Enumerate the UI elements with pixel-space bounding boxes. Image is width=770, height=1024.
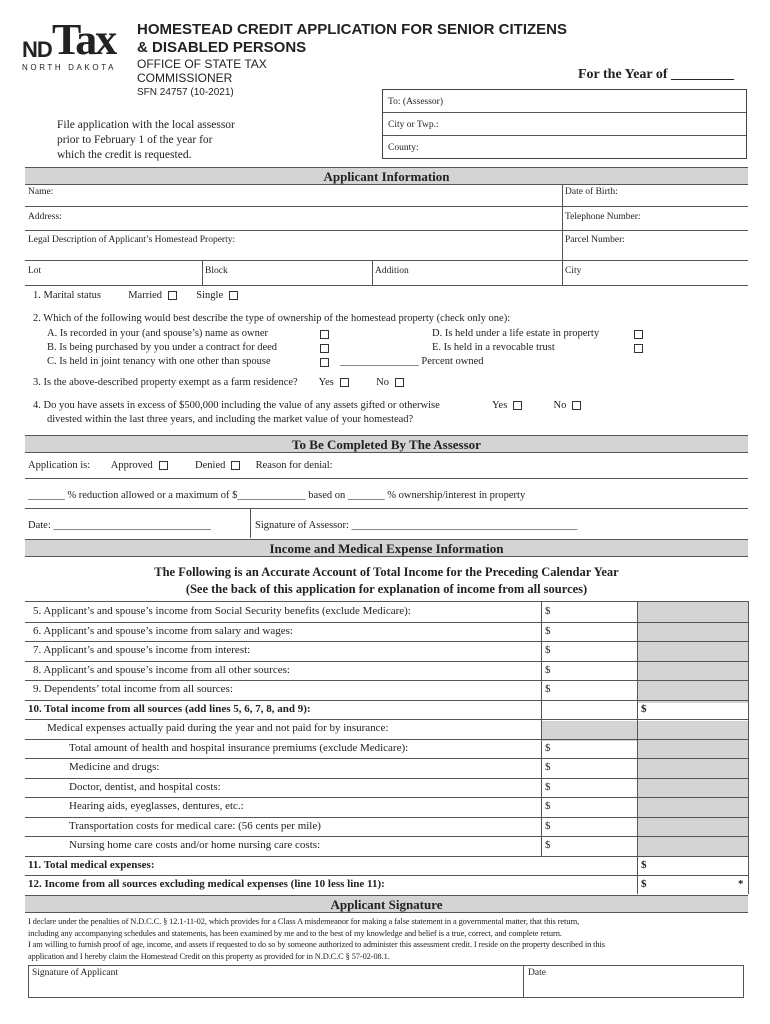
line-12-asterisk: * <box>738 878 744 890</box>
income-line-8-amount[interactable]: $ <box>545 663 551 676</box>
medical-line-2-amount[interactable]: $ <box>545 780 551 793</box>
form-number: SFN 24757 (10-2021) <box>137 87 234 98</box>
q2-e-checkbox[interactable] <box>634 344 643 353</box>
line-10-amount[interactable]: $ <box>641 702 647 715</box>
line-10-label: 10. Total income from all sources (add lines 5, 6, 7, 8, and 9): <box>28 702 311 715</box>
county-field[interactable]: County: <box>388 143 419 153</box>
dob-field[interactable]: Date of Birth: <box>565 187 618 197</box>
income-heading-line2: (See the back of this application for explanation of income from all sources) <box>185 582 588 596</box>
signature-box <box>28 965 744 998</box>
assessor-date-field[interactable]: Date: ______________________________ <box>28 520 211 531</box>
gray-block-1 <box>637 601 748 703</box>
assessor-address-box <box>382 89 747 159</box>
denied-label: Denied <box>195 460 226 471</box>
income-section-header: Income and Medical Expense Information <box>25 539 748 557</box>
q2-option-c: C. Is held in joint tenancy with one other than spouse <box>47 356 271 367</box>
address-field[interactable]: Address: <box>28 212 62 222</box>
file-note: File application with the local assessor prior to February 1 of the year for which the credit is requested. <box>57 119 235 161</box>
q2-option-a: A. Is recorded in your (and spouse’s) name as owner <box>47 328 269 339</box>
year-field[interactable]: For the Year of _________ <box>578 67 735 82</box>
reason-denial-field[interactable]: Reason for denial: <box>255 460 333 471</box>
addition-field[interactable]: Addition <box>375 266 409 276</box>
logo-nd: ND <box>22 37 52 62</box>
reduction-allowed-field[interactable]: _______ % reduction allowed or a maximum of $_____________ based on _______ % ownership/interest in property <box>28 490 526 501</box>
form-title-line1: HOMESTEAD CREDIT APPLICATION FOR SENIOR CITIZENS <box>137 21 568 38</box>
q1-label: 1. Marital status <box>33 290 101 301</box>
medical-line-4-label: Transportation costs for medical care: (56 cents per mile) <box>69 819 321 832</box>
q2-b-checkbox[interactable] <box>320 344 329 353</box>
form-title-line2: & DISABLED PERSONS <box>137 39 307 56</box>
medical-line-1-label: Medicine and drugs: <box>69 761 160 773</box>
applicant-date-field[interactable]: Date <box>528 968 546 978</box>
applicant-info-header: Applicant Information <box>25 167 748 185</box>
q3-yes-checkbox[interactable] <box>340 378 349 387</box>
to-assessor-field[interactable]: To: (Assessor) <box>388 97 444 107</box>
phone-field[interactable]: Telephone Number: <box>565 212 641 222</box>
approved-label: Approved <box>110 460 153 471</box>
signature-section-header: Applicant Signature <box>25 895 748 913</box>
assessor-signature-field[interactable]: Signature of Assessor: ___________________________________________ <box>255 520 578 531</box>
q4-label-line1: 4. Do you have assets in excess of $500,000 including the value of any assets gifted or otherwise <box>33 400 440 411</box>
q2-option-e: E. Is held in a revocable trust <box>432 342 555 353</box>
percent-owned-field[interactable]: _______________ Percent owned <box>340 356 484 367</box>
application-is-label: Application is: <box>28 460 91 471</box>
medical-line-1-amount[interactable]: $ <box>545 761 551 773</box>
logo-state: NORTH DAKOTA <box>22 63 117 72</box>
medical-line-5-amount[interactable]: $ <box>545 839 551 851</box>
office-line2: COMMISSIONER <box>137 71 233 85</box>
q4-yes-label: Yes <box>492 400 508 411</box>
line-12-amount[interactable]: $ <box>641 878 647 890</box>
office-line1: OFFICE OF STATE TAX <box>137 57 267 71</box>
medical-intro-label: Medical expenses actually paid during the year and not paid for by insurance: <box>47 722 389 734</box>
single-label: Single <box>196 290 224 301</box>
income-line-5-amount[interactable]: $ <box>545 605 551 617</box>
name-field[interactable]: Name: <box>28 187 54 197</box>
income-line-9-label: 9. Dependents’ total income from all sources: <box>33 683 233 695</box>
medical-line-5-label: Nursing home care costs and/or home nursing care costs: <box>69 839 321 851</box>
q2-a-checkbox[interactable] <box>320 330 329 339</box>
logo-tax: Tax <box>52 15 116 64</box>
q2-c-checkbox[interactable] <box>320 358 329 367</box>
income-line-8-label: 8. Applicant’s and spouse’s income from all other sources: <box>33 663 290 676</box>
block-field[interactable]: Block <box>205 266 228 276</box>
married-checkbox[interactable] <box>168 291 177 300</box>
line-11-amount[interactable]: $ <box>641 858 647 871</box>
parcel-field[interactable]: Parcel Number: <box>565 235 625 245</box>
income-line-7-amount[interactable]: $ <box>545 644 551 656</box>
income-line-6-label: 6. Applicant’s and spouse’s income from salary and wages: <box>33 624 293 637</box>
medical-line-3-amount[interactable]: $ <box>545 800 551 812</box>
q2-d-checkbox[interactable] <box>634 330 643 339</box>
medical-line-3-label: Hearing aids, eyeglasses, dentures, etc.: <box>69 800 244 812</box>
married-label: Married <box>128 290 163 301</box>
denied-checkbox[interactable] <box>231 461 240 470</box>
q3-no-label: No <box>376 377 389 388</box>
q4-no-label: No <box>553 400 567 411</box>
line-12-label: 12. Income from all sources excluding medical expenses (line 10 less line 11): <box>28 878 385 890</box>
q2-label: 2. Which of the following would best describe the type of ownership of the homestead property (check only one): <box>33 313 511 324</box>
applicant-signature-field[interactable]: Signature of Applicant <box>32 968 119 978</box>
line-11-label: 11. Total medical expenses: <box>28 858 155 871</box>
q2-option-d: D. Is held under a life estate in property <box>432 328 600 339</box>
lot-field[interactable]: Lot <box>28 266 42 276</box>
medical-line-0-amount[interactable]: $ <box>545 741 551 754</box>
city-twp-field[interactable]: City or Twp.: <box>388 120 439 130</box>
single-checkbox[interactable] <box>229 291 238 300</box>
assessor-section-header: To Be Completed By The Assessor <box>25 435 748 453</box>
nd-tax-logo <box>22 15 117 75</box>
income-line-9-amount[interactable]: $ <box>545 683 551 695</box>
declaration-text: I declare under the penalties of N.D.C.C. § 12.1-11-02, which provides for a Class A misdemeanor for making a false statement in a governmental matter, that this return, including any accompanying schedules and statements, has been examined by me and to the best of my knowledge and belief is a true, correct, and complete return. I am willing to furnish proof of age, income, and assets if requested to do so by someone authorized to administer this assessment credit. I reside on the property described in this application and I hereby claim the Homestead Credit on this property as provided for in N.D.C.C § 57-02-08.1. <box>28 917 605 961</box>
q2-option-b: B. Is being purchased by you under a contract for deed <box>47 342 278 353</box>
legal-description-field[interactable]: Legal Description of Applicant’s Homestead Property: <box>28 235 236 245</box>
approved-checkbox[interactable] <box>159 461 168 470</box>
medical-line-2-label: Doctor, dentist, and hospital costs: <box>69 780 221 793</box>
q3-label: 3. Is the above-described property exempt as a farm residence? <box>33 377 298 388</box>
income-line-7-label: 7. Applicant’s and spouse’s income from interest: <box>33 644 251 656</box>
income-heading-line1: The Following is an Accurate Account of Total Income for the Preceding Calendar Year <box>154 565 619 579</box>
q4-yes-checkbox[interactable] <box>513 401 522 410</box>
medical-line-0-label: Total amount of health and hospital insurance premiums (exclude Medicare): <box>69 741 409 754</box>
q4-no-checkbox[interactable] <box>572 401 581 410</box>
q4-label-line2: divested within the last three years, and including the market value of your homestead? <box>47 414 414 425</box>
income-line-5-label: 5. Applicant’s and spouse’s income from Social Security benefits (exclude Medicare): <box>33 605 411 617</box>
income-line-6-amount[interactable]: $ <box>545 624 551 637</box>
q3-yes-label: Yes <box>318 377 334 388</box>
city-field[interactable]: City <box>565 266 582 276</box>
medical-line-4-amount[interactable]: $ <box>545 819 551 832</box>
q3-no-checkbox[interactable] <box>395 378 404 387</box>
